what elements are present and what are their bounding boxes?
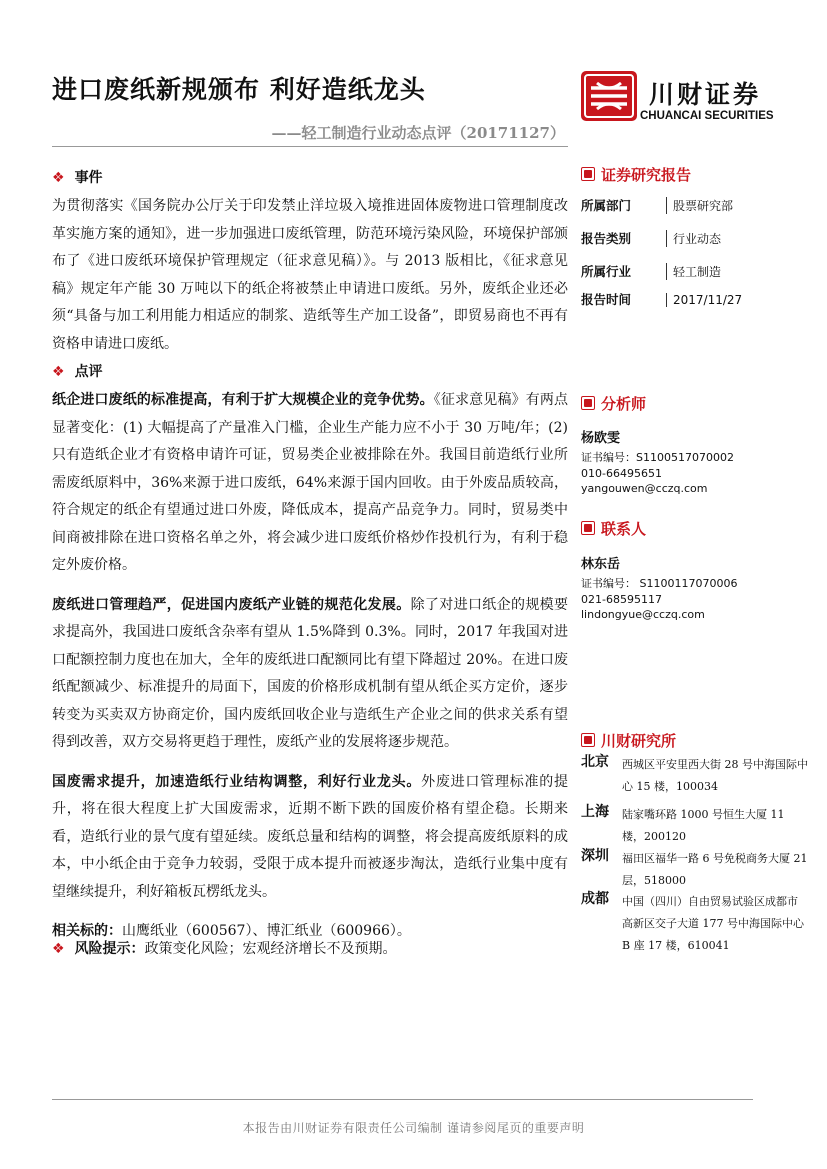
- comment-paragraph-1: [52, 387, 568, 580]
- diamond-bullet-icon: ❖: [52, 941, 65, 957]
- footer-disclaimer: 本报告由川财证券有限责任公司编制 谨请参阅尾页的重要声明: [242, 1121, 585, 1135]
- analyst-heading: 分析师: [581, 393, 646, 414]
- office-city-shanghai: 上海: [581, 804, 609, 820]
- comment-paragraph-2-lead: 废纸进口管理趋严，促进国内废纸产业链的规范化发展。: [52, 596, 411, 613]
- office-address-chengdu: 中国（四川）自由贸易试验区成都市高新区交子大道 177 号中海国际中心 B 座 17 楼，610041: [622, 895, 804, 952]
- footer-divider: [52, 1099, 753, 1100]
- office-city-chengdu: 成都: [581, 891, 609, 907]
- office-city-beijing: 北京: [581, 754, 609, 770]
- comment-paragraph-1-text: 《征求意见稿》有两点显著变化：(1) 大幅提高了产量准入门槛，企业生产能力应不小于 30 万吨/年；(2) 只有造纸企业才有资格申请许可证，贸易类企业被排除在外。我国目前造纸行业所需废纸原料中，36%来源于进口废纸，64%来源于国内回收。由于外废品质较高，符合规定的纸企有望通过进口外废，降低成本，提高产品竞争力。同时，贸易类中间商被排除在进口资格名单之外，将会减少进口废纸价格炒作投机行为，有利于稳定外废价格。: [52, 392, 568, 573]
- chuancai-logo-icon: [581, 71, 637, 121]
- comment-paragraph-1-lead: 纸企进口废纸的标准提高，有利于扩大规模企业的竞争优势。: [52, 392, 434, 408]
- section-event-heading: ❖ 事件: [52, 170, 103, 186]
- contact-cert: 证书编号： S1100117070006: [581, 577, 738, 590]
- diamond-bullet-icon: ❖: [52, 170, 65, 186]
- page-subtitle: ——轻工制造行业动态点评（20171127）: [271, 124, 565, 142]
- comment-paragraph-2-text: 除了对进口纸企的规模要求提高外，我国进口废纸含杂率有望从 1.5%降到 0.3%。同时，2017 年我国对进口配额控制力度也在加大，全年的废纸进口配额同比有望下降超过 20%。在进口废纸配额减少、标准提升的局面下，国废的价格形成机制有望从纸企买方定价，逐步转变为买卖双方协商定价，国内废纸回收企业与造纸生产企业之间的供求关系有望得到改善，双方交易将更趋于理性，废纸产业的发展将逐步规范。: [52, 596, 569, 750]
- comment-paragraph-3-text: 外废进口管理标准的提升，将在很大程度上扩大国废需求，近期不断下跌的国废价格有望企稳。长期来看，造纸行业的景气度有望延续。废纸总量和结构的调整，将会提高废纸原料的成本，中小纸企由于竞争力较弱，受限于成本提升而被逐步淘汰，造纸行业集中度有望继续提升，利好箱板瓦楞纸龙头。: [52, 773, 569, 900]
- comment-paragraph-2: [52, 592, 568, 757]
- risk-label: 风险提示：: [74, 941, 145, 957]
- risk-warning: [52, 938, 397, 958]
- red-square-icon: [581, 521, 595, 535]
- office-city-shenzhen: 深圳: [581, 848, 609, 864]
- contact-phone: 021-68595117: [581, 592, 662, 606]
- comment-paragraph-3: [52, 769, 568, 907]
- analyst-email[interactable]: yangouwen@cczq.com: [581, 482, 708, 495]
- analyst-card: [581, 428, 734, 497]
- report-type-heading: 证券研究报告: [581, 164, 691, 185]
- comment-body: [52, 387, 568, 946]
- contact-email[interactable]: lindongyue@cczq.com: [581, 608, 705, 621]
- related-stocks-text: 山鹰纸业（600567）、博汇纸业（600966）。: [122, 923, 411, 939]
- brand-name-cn: 川财证券: [649, 80, 762, 109]
- info-row-date: 报告时间 2017/11/27: [581, 292, 743, 307]
- comment-paragraph-3-lead: 国废需求提升，加速造纸行业结构调整，利好行业龙头。: [52, 773, 422, 790]
- event-paragraph: [52, 193, 568, 358]
- institute-heading: 川财研究所: [581, 730, 676, 751]
- contact-name: 林东岳: [581, 557, 621, 572]
- analyst-cert: 证书编号：S1100517070002: [581, 451, 734, 464]
- info-row-category: 报告类别 行业动态: [581, 231, 722, 246]
- info-row-department: 所属部门 股票研究部: [581, 198, 734, 213]
- diamond-bullet-icon: ❖: [52, 364, 65, 380]
- contact-heading: 联系人: [581, 518, 646, 539]
- contact-card: [581, 554, 737, 623]
- red-square-icon: [581, 167, 595, 181]
- analyst-name: 杨欧雯: [581, 431, 621, 446]
- risk-text: 政策变化风险；宏观经济增长不及预期。: [144, 941, 397, 957]
- event-text: 为贯彻落实《国务院办公厅关于印发禁止洋垃圾入境推进固体废物进口管理制度改革实施方案的通知》，进一步加强进口废纸管理，防范环境污染风险，环境保护部颁布了《进口废纸环境保护管理规定（征求意见稿）》。与 2013 版相比，《征求意见稿》规定年产能 30 万吨以下的纸企将被禁止申请进口废纸。另外，废纸企业还必须“具备与加工利用能力相适应的制浆、造纸等生产加工设备”，即贸易商也不再有资格申请进口废纸。: [52, 198, 568, 352]
- office-address-shenzhen: 福田区福华一路 6 号免税商务大厦 21 层，518000: [622, 852, 808, 887]
- red-square-icon: [581, 396, 595, 410]
- analyst-phone: 010-66495651: [581, 466, 662, 480]
- office-address-shanghai: 陆家嘴环路 1000 号恒生大厦 11 楼，200120: [622, 808, 785, 843]
- info-row-industry: 所属行业 轻工制造: [581, 264, 722, 279]
- header-divider: [52, 146, 568, 147]
- related-stocks-label: 相关标的：: [52, 923, 122, 939]
- page-title: 进口废纸新规颁布 利好造纸龙头: [52, 75, 426, 104]
- red-square-icon: [581, 733, 595, 747]
- brand-name-en: CHUANCAI SECURITIES: [640, 110, 774, 122]
- section-comment-heading: ❖ 点评: [52, 364, 103, 380]
- office-address-beijing: 西城区平安里西大街 28 号中海国际中心 15 楼，100034: [622, 758, 808, 793]
